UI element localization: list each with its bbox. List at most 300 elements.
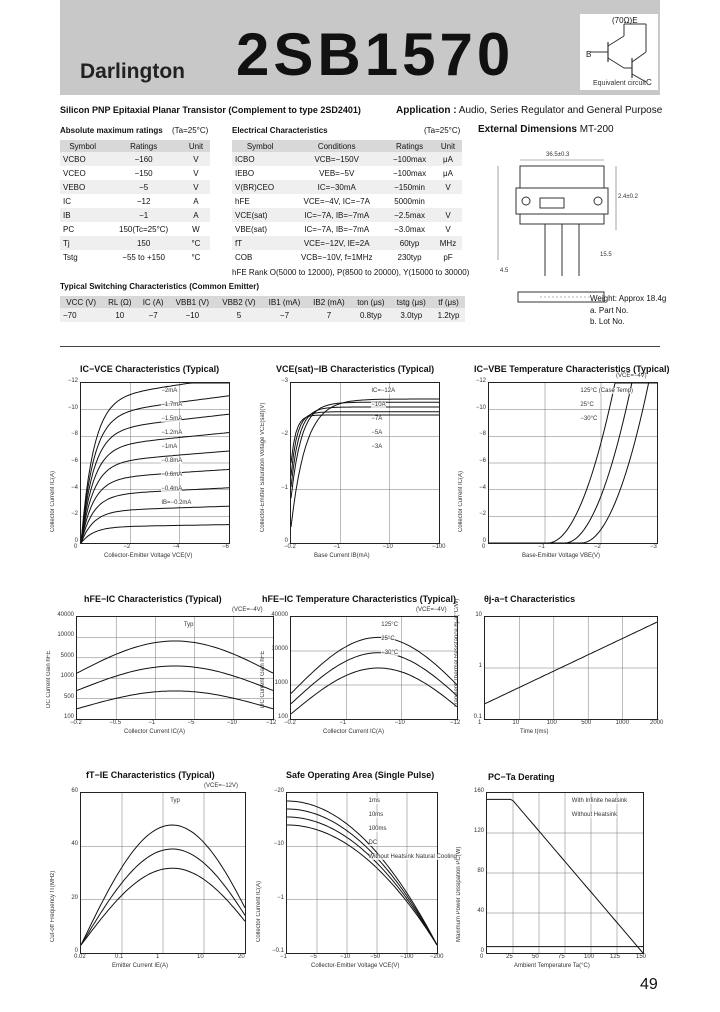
switching-cell: 5 bbox=[216, 308, 263, 322]
y-tick-label: 1 bbox=[478, 663, 482, 669]
series-line bbox=[81, 525, 229, 543]
elec-cell: IC=−30mA bbox=[288, 180, 385, 194]
external-title-text: External Dimensions bbox=[478, 124, 577, 135]
y-axis-label: Cut-off Frequency fT(MHz) bbox=[50, 870, 56, 942]
abs_max-cell: 150(Tc=25°C) bbox=[119, 224, 169, 234]
abs_max-header-2: Unit bbox=[182, 140, 210, 152]
elec-cell: −100max bbox=[392, 168, 427, 178]
y-tick-label: 100 bbox=[63, 714, 74, 720]
table-row bbox=[60, 166, 210, 180]
x-tick-label: −10 bbox=[226, 720, 237, 726]
x-axis-label: Emitter Current IE(A) bbox=[112, 963, 169, 969]
abs_max-cell: A bbox=[193, 196, 199, 206]
dim-pitch: 4.5 bbox=[500, 268, 509, 274]
y-tick-label: −8 bbox=[479, 431, 486, 438]
chart-title: θj-a−t Characteristics bbox=[484, 594, 576, 604]
y-tick-label: 10000 bbox=[271, 646, 288, 652]
x-tick-label: −1 bbox=[339, 720, 347, 726]
x-tick-label: −4 bbox=[172, 544, 180, 550]
curve-label: −30°C bbox=[580, 416, 598, 422]
abs_max-header-0: Symbol bbox=[60, 140, 105, 152]
series-line bbox=[291, 415, 439, 463]
chart-condition: (VCE=−4V) bbox=[616, 373, 647, 379]
dim-thickness: 2.4±0.2 bbox=[618, 194, 638, 200]
abs_max-cell: IB bbox=[60, 208, 105, 222]
abs_max-cell: VCEO bbox=[63, 168, 86, 178]
x-tick-label: 0 bbox=[482, 544, 486, 550]
curve-label: 25°C bbox=[580, 402, 594, 408]
x-tick-label: 10 bbox=[197, 954, 204, 960]
y-tick-label: 0 bbox=[284, 538, 288, 544]
elec-cell: ICBO bbox=[232, 152, 288, 166]
chart-title: Safe Operating Area (Single Pulse) bbox=[286, 770, 435, 780]
elec-header-1: Conditions bbox=[288, 140, 385, 152]
y-tick-label: −6 bbox=[479, 458, 486, 464]
y-tick-label: −1 bbox=[277, 894, 284, 901]
y-tick-label: −10 bbox=[475, 404, 486, 411]
elec-cell: V bbox=[434, 208, 462, 222]
chart-condition: (VCE=−12V) bbox=[204, 783, 239, 789]
y-axis-label: Collector Current IC(A) bbox=[256, 880, 262, 942]
curve-label: −5A bbox=[371, 430, 383, 436]
curve-label: IC=−12A bbox=[371, 388, 396, 394]
y-tick-label: 500 bbox=[63, 693, 74, 700]
series-label: Darlington bbox=[80, 60, 185, 83]
chart-title: fT−IE Characteristics (Typical) bbox=[86, 770, 215, 780]
x-axis-label: Base-Emitter Voltage VBE(V) bbox=[522, 553, 601, 559]
x-tick-label: −12 bbox=[450, 720, 461, 726]
elec-cell: hFE bbox=[235, 196, 250, 206]
x-tick-label: 1 bbox=[478, 720, 482, 726]
y-axis-label: Collector Current IC(A) bbox=[458, 470, 464, 532]
y-tick-label: −0.1 bbox=[272, 948, 284, 954]
y-tick-label: 0.1 bbox=[473, 714, 482, 720]
x-tick-label: 0 bbox=[74, 544, 78, 550]
hfe-rank: hFE Rank O(5000 to 12000), P(8500 to 20000), Y(15000 to 30000) bbox=[232, 268, 470, 277]
abs_max-cell: −5 bbox=[105, 180, 182, 194]
x-tick-label: −3 bbox=[650, 544, 657, 550]
chart-svg bbox=[487, 793, 643, 953]
abs_max-cell: −150 bbox=[134, 168, 153, 178]
x-tick-label: −0.2 bbox=[70, 720, 82, 726]
table-row bbox=[232, 194, 462, 208]
y-tick-label: −8 bbox=[71, 431, 78, 438]
y-tick-label: −3 bbox=[281, 378, 288, 384]
circuit-label-e: (70Ω)E bbox=[612, 16, 638, 25]
curve-label: 25°C bbox=[381, 636, 395, 642]
abs_max-header-1: Ratings bbox=[105, 140, 182, 152]
chart-title: PC−Ta Derating bbox=[488, 772, 555, 782]
switching-cell: 1.2typ bbox=[432, 308, 465, 322]
application-label: Application : bbox=[396, 105, 457, 116]
abs_max-cell: °C bbox=[182, 236, 210, 250]
x-tick-label: −50 bbox=[370, 954, 381, 960]
y-tick-label: 5000 bbox=[60, 652, 74, 659]
abs_max-cell: °C bbox=[191, 252, 201, 262]
y-tick-label: 1000 bbox=[274, 680, 288, 686]
x-axis-label: Collector Current IC(A) bbox=[323, 729, 385, 735]
chart-svg bbox=[77, 617, 273, 719]
chart-plot-area bbox=[486, 792, 644, 954]
curve-label: −1.2mA bbox=[161, 430, 183, 436]
x-tick-label: 125 bbox=[610, 954, 621, 960]
circuit-label-b: B bbox=[586, 50, 592, 59]
y-tick-label: 120 bbox=[473, 828, 484, 834]
series-line bbox=[291, 407, 439, 487]
x-axis-label: Collector-Emitter Voltage VCE(V) bbox=[104, 553, 193, 559]
switching-cell: −7 bbox=[262, 308, 306, 322]
elec-cell: MHz bbox=[434, 236, 462, 250]
section-rule bbox=[60, 346, 660, 347]
abs_max-cell: PC bbox=[63, 224, 75, 234]
page-number: 49 bbox=[640, 976, 658, 993]
curve-label: −10A bbox=[371, 402, 386, 408]
x-tick-label: −0.2 bbox=[284, 544, 296, 550]
chart-plot-area bbox=[76, 616, 274, 720]
chart-condition: (VCE=−4V) bbox=[232, 607, 263, 613]
x-tick-label: −200 bbox=[430, 954, 444, 960]
dim-width: 36.5±0.3 bbox=[546, 152, 570, 158]
chart-plot-area bbox=[80, 792, 246, 954]
series-line bbox=[81, 469, 229, 543]
series-line bbox=[485, 622, 657, 704]
series-line bbox=[287, 809, 437, 945]
y-tick-label: −2 bbox=[71, 511, 78, 518]
chart-svg bbox=[81, 793, 245, 953]
switching-header-0: VCC (V) bbox=[60, 296, 102, 308]
elec-cell: 60typ bbox=[385, 236, 434, 250]
y-tick-label: 0 bbox=[74, 948, 78, 954]
elec-cell: 5000min bbox=[394, 196, 425, 206]
application-text: Audio, Series Regulator and General Purpose bbox=[458, 105, 663, 116]
elec-cell: VCB=−150V bbox=[288, 152, 385, 166]
chart-plot-area bbox=[286, 792, 438, 954]
chart-plot-area bbox=[290, 382, 440, 544]
y-tick-label: −12 bbox=[475, 378, 486, 384]
y-axis-label: Transient Thermal Resistance θj-a(°C/W) bbox=[454, 598, 460, 708]
y-tick-label: −12 bbox=[67, 378, 78, 384]
elec-cell: −100max bbox=[385, 152, 434, 166]
curve-label: −0.6mA bbox=[161, 472, 183, 478]
curve-label: 100ms bbox=[368, 826, 387, 832]
elec-cell: VCE(sat) bbox=[232, 208, 288, 222]
y-tick-label: −2 bbox=[281, 431, 288, 438]
abs_max-cell: VCBO bbox=[60, 152, 105, 166]
x-tick-label: 0.02 bbox=[74, 954, 86, 960]
series-line bbox=[81, 396, 229, 543]
x-tick-label: 1000 bbox=[615, 720, 629, 726]
curve-label: −1.7mA bbox=[161, 402, 183, 408]
chart-svg bbox=[485, 617, 657, 719]
curve-label: −3A bbox=[371, 444, 383, 450]
x-axis-label: Time t(ms) bbox=[520, 729, 549, 735]
abs-max-cond: (Ta=25°C) bbox=[172, 126, 209, 135]
y-tick-label: 80 bbox=[477, 868, 484, 874]
series-line bbox=[77, 641, 273, 673]
switching-cell: 7 bbox=[307, 308, 351, 322]
elec-cell: IC=−7A, IB=−7mA bbox=[304, 224, 370, 234]
elec-cell: VCE=−4V, IC=−7A bbox=[303, 196, 370, 206]
switching-header-7: ton (μs) bbox=[351, 296, 390, 308]
y-tick-label: 40 bbox=[477, 908, 484, 914]
abs_max-cell: 150 bbox=[105, 236, 182, 250]
series-line bbox=[291, 399, 439, 527]
chart-plot-area bbox=[488, 382, 658, 544]
chart-svg bbox=[489, 383, 657, 543]
elec-header-2: Ratings bbox=[385, 140, 434, 152]
package-name: MT-200 bbox=[579, 124, 614, 135]
chart-svg bbox=[287, 793, 437, 953]
elec-cell: COB bbox=[235, 252, 253, 262]
table-row bbox=[232, 152, 462, 166]
switching-cell: −10 bbox=[169, 308, 216, 322]
y-tick-label: −10 bbox=[273, 841, 284, 848]
elec-cell: fT bbox=[232, 236, 288, 250]
y-tick-label: 20 bbox=[71, 894, 78, 901]
series-line bbox=[287, 817, 437, 945]
abs_max-cell: A bbox=[182, 208, 210, 222]
elec-cell: V bbox=[434, 180, 462, 194]
abs_max-cell: −160 bbox=[105, 152, 182, 166]
x-tick-label: −100 bbox=[432, 544, 446, 550]
y-tick-label: 40000 bbox=[271, 612, 288, 618]
table-row bbox=[60, 250, 210, 264]
elec-cell: μA bbox=[434, 152, 462, 166]
x-tick-label: 75 bbox=[558, 954, 565, 960]
switching-header-3: VBB1 (V) bbox=[169, 296, 216, 308]
chart-svg bbox=[291, 617, 457, 719]
chart-title: IC−VCE Characteristics (Typical) bbox=[80, 364, 220, 374]
abs_max-cell: V bbox=[182, 180, 210, 194]
curve-label: Typ bbox=[170, 798, 180, 804]
x-tick-label: −10 bbox=[382, 544, 393, 550]
x-axis-label: Collector Current IC(A) bbox=[124, 729, 186, 735]
x-tick-label: −0.2 bbox=[284, 720, 296, 726]
y-tick-label: 0 bbox=[74, 538, 78, 544]
x-tick-label: −12 bbox=[266, 720, 277, 726]
elec-cell: VEB=−5V bbox=[319, 168, 355, 178]
x-tick-label: −1 bbox=[538, 544, 545, 550]
x-tick-label: −6 bbox=[222, 544, 229, 550]
switching-header-1: RL (Ω) bbox=[102, 296, 137, 308]
chart-title: hFE−IC Temperature Characteristics (Typical) bbox=[262, 594, 456, 604]
note-b: b. Lot No. bbox=[590, 317, 625, 326]
curve-label: Without Heatsink bbox=[571, 812, 618, 818]
circuit-label-c: C bbox=[646, 78, 652, 87]
elec-cond: (Ta=25°C) bbox=[424, 126, 461, 135]
table-row bbox=[232, 236, 462, 250]
elec-cell: pF bbox=[443, 252, 453, 262]
x-tick-label: 10 bbox=[512, 720, 520, 726]
y-axis-label: Collector-Emitter Saturation Voltage VCE(sat)(V) bbox=[260, 402, 266, 532]
x-tick-label: −1 bbox=[148, 720, 156, 726]
abs_max-cell: IC bbox=[63, 196, 71, 206]
table-row bbox=[60, 308, 465, 322]
x-tick-label: −100 bbox=[400, 954, 414, 960]
elec-cell: −150min bbox=[385, 180, 434, 194]
elec-cell: VCB=−10V, f=1MHz bbox=[300, 252, 373, 262]
application bbox=[396, 105, 662, 116]
switching-header-8: tstg (μs) bbox=[391, 296, 433, 308]
chart-svg bbox=[291, 383, 439, 543]
abs_max-cell: −1 bbox=[105, 208, 182, 222]
part-number: 2SB1570 bbox=[236, 21, 515, 88]
table-row bbox=[232, 180, 462, 194]
switching-cell: −7 bbox=[137, 308, 169, 322]
chart-plot-area bbox=[80, 382, 230, 544]
x-tick-label: −10 bbox=[394, 720, 405, 726]
curve-label: DC bbox=[368, 840, 378, 846]
y-tick-label: −1 bbox=[281, 484, 288, 491]
series-line bbox=[291, 412, 439, 476]
chart-title: VCE(sat)−IB Characteristics (Typical) bbox=[276, 364, 435, 374]
elec-cell: V(BR)CEO bbox=[232, 180, 288, 194]
chart-condition: (VCE=−4V) bbox=[416, 607, 447, 613]
table-row bbox=[60, 152, 210, 166]
table-row bbox=[60, 208, 210, 222]
curve-label: 125°C (Case Temp) bbox=[580, 388, 634, 394]
y-tick-label: 60 bbox=[71, 788, 78, 794]
x-axis-label: Collector-Emitter Voltage VCE(V) bbox=[311, 963, 400, 969]
series-line bbox=[287, 801, 437, 945]
y-tick-label: 0 bbox=[480, 948, 484, 954]
curve-label: −30°C bbox=[381, 650, 399, 656]
abs-max-title: Absolute maximum ratings bbox=[60, 126, 163, 135]
curve-label: −0.8mA bbox=[161, 458, 183, 464]
y-axis-label: Maximum Power Dissipation PC(W) bbox=[456, 846, 462, 942]
abs_max-cell: VEBO bbox=[60, 180, 105, 194]
x-tick-label: −1 bbox=[333, 544, 341, 550]
x-tick-label: −2 bbox=[594, 544, 601, 550]
equivalent-circuit-caption: Equivalent circuit bbox=[593, 80, 646, 87]
x-tick-label: 25 bbox=[506, 954, 513, 960]
table-row bbox=[232, 208, 462, 222]
elec-header-0: Symbol bbox=[232, 140, 288, 152]
chart-title: hFE−IC Characteristics (Typical) bbox=[84, 594, 222, 604]
elec-cell bbox=[434, 194, 462, 208]
curve-label: −0.4mA bbox=[161, 486, 183, 492]
x-tick-label: 1 bbox=[156, 954, 160, 960]
y-tick-label: 40 bbox=[71, 841, 78, 848]
elec-cell: 230typ bbox=[397, 252, 422, 262]
switching-cell: 10 bbox=[102, 308, 137, 322]
y-tick-label: −4 bbox=[479, 484, 486, 491]
x-tick-label: −5 bbox=[310, 954, 317, 960]
x-tick-label: −0.5 bbox=[109, 720, 122, 726]
curve-label: −1.5mA bbox=[161, 416, 183, 422]
curve-label: With Infinite heatsink bbox=[571, 798, 628, 804]
abs_max-cell: −55 to +150 bbox=[122, 252, 165, 262]
elec-header-3: Unit bbox=[434, 140, 462, 152]
elec-cell: VBE(sat) bbox=[235, 224, 268, 234]
curve-label: −1mA bbox=[161, 444, 178, 450]
y-tick-label: 100 bbox=[277, 714, 288, 720]
switching-cell: 3.0typ bbox=[391, 308, 433, 322]
y-tick-label: −10 bbox=[67, 404, 78, 411]
curve-label: 10ms bbox=[368, 812, 384, 818]
series-line bbox=[291, 402, 439, 498]
abs_max-cell: −12 bbox=[136, 196, 151, 206]
abs_max-cell: V bbox=[193, 168, 199, 178]
elec-cell: −3.0max bbox=[394, 224, 425, 234]
switching-header-2: IC (A) bbox=[137, 296, 169, 308]
abs-max-table bbox=[60, 140, 210, 264]
switching-header-4: VBB2 (V) bbox=[216, 296, 263, 308]
table-row bbox=[232, 166, 462, 180]
x-tick-label: 500 bbox=[581, 720, 592, 726]
elec-cell: VCE=−12V, IE=2A bbox=[288, 236, 385, 250]
abs_max-cell: W bbox=[192, 224, 200, 234]
switching-header-9: tf (μs) bbox=[432, 296, 465, 308]
y-tick-label: −2 bbox=[479, 511, 486, 518]
y-tick-label: −6 bbox=[71, 458, 78, 464]
x-tick-label: 50 bbox=[532, 954, 539, 960]
y-tick-label: −20 bbox=[273, 788, 284, 794]
table-row bbox=[60, 194, 210, 208]
x-axis-label: Ambient Temperature Ta(°C) bbox=[514, 963, 590, 969]
external-dimensions-title bbox=[478, 124, 614, 135]
switching-table bbox=[60, 296, 465, 322]
x-tick-label: −5 bbox=[187, 720, 195, 726]
y-tick-label: 10000 bbox=[57, 632, 74, 639]
curve-label: −7A bbox=[371, 416, 383, 422]
series-line bbox=[77, 691, 273, 709]
x-tick-label: 0 bbox=[480, 954, 484, 960]
table-row bbox=[60, 180, 210, 194]
switching-title: Typical Switching Characteristics (Common Emitter) bbox=[60, 282, 260, 291]
y-axis-label: DC Current Gain hFE bbox=[260, 650, 266, 708]
elec-cell: V bbox=[445, 224, 451, 234]
x-tick-label: 20 bbox=[238, 954, 245, 960]
table-row bbox=[60, 236, 210, 250]
elec-cell: IEBO bbox=[235, 168, 255, 178]
curve-label: 1ms bbox=[368, 798, 380, 804]
x-tick-label: −10 bbox=[340, 954, 351, 960]
dim-lead: 15.5 bbox=[600, 252, 612, 258]
note-a: a. Part No. bbox=[590, 306, 629, 315]
series-line bbox=[291, 653, 457, 704]
elec-cell: IC=−7A, IB=−7mA bbox=[288, 208, 385, 222]
curve-label: Without Heatsink Natural Cooling bbox=[368, 854, 457, 860]
curve-label: Typ bbox=[183, 622, 194, 628]
chart-title: IC−VBE Temperature Characteristics (Typical) bbox=[474, 364, 670, 374]
switching-cell: −70 bbox=[60, 308, 102, 322]
y-tick-label: 10 bbox=[475, 612, 482, 618]
x-tick-label: 100 bbox=[584, 954, 595, 960]
switching-header-6: IB2 (mA) bbox=[307, 296, 351, 308]
curve-label: 125°C bbox=[381, 622, 399, 628]
abs_max-cell: V bbox=[182, 152, 210, 166]
abs_max-cell: Tstg bbox=[63, 252, 78, 262]
subtitle: Silicon PNP Epitaxial Planar Transistor (Complement to type 2SD2401) bbox=[60, 105, 361, 115]
table-row bbox=[60, 222, 210, 236]
table-row bbox=[232, 250, 462, 264]
x-tick-label: 150 bbox=[636, 954, 647, 960]
weight: Weight: Approx 18.4g bbox=[590, 294, 667, 303]
chart-svg bbox=[81, 383, 229, 543]
y-tick-label: 1000 bbox=[60, 673, 74, 680]
x-tick-label: −2 bbox=[123, 544, 131, 550]
chart-plot-area bbox=[484, 616, 658, 720]
x-tick-label: 100 bbox=[546, 720, 557, 726]
y-tick-label: 40000 bbox=[57, 612, 74, 618]
y-tick-label: −4 bbox=[71, 484, 78, 491]
elec-cell: μA bbox=[443, 168, 453, 178]
x-tick-label: 2000 bbox=[650, 720, 664, 726]
abs_max-cell: Tj bbox=[60, 236, 105, 250]
table-row bbox=[232, 222, 462, 236]
elec-table bbox=[232, 140, 462, 264]
